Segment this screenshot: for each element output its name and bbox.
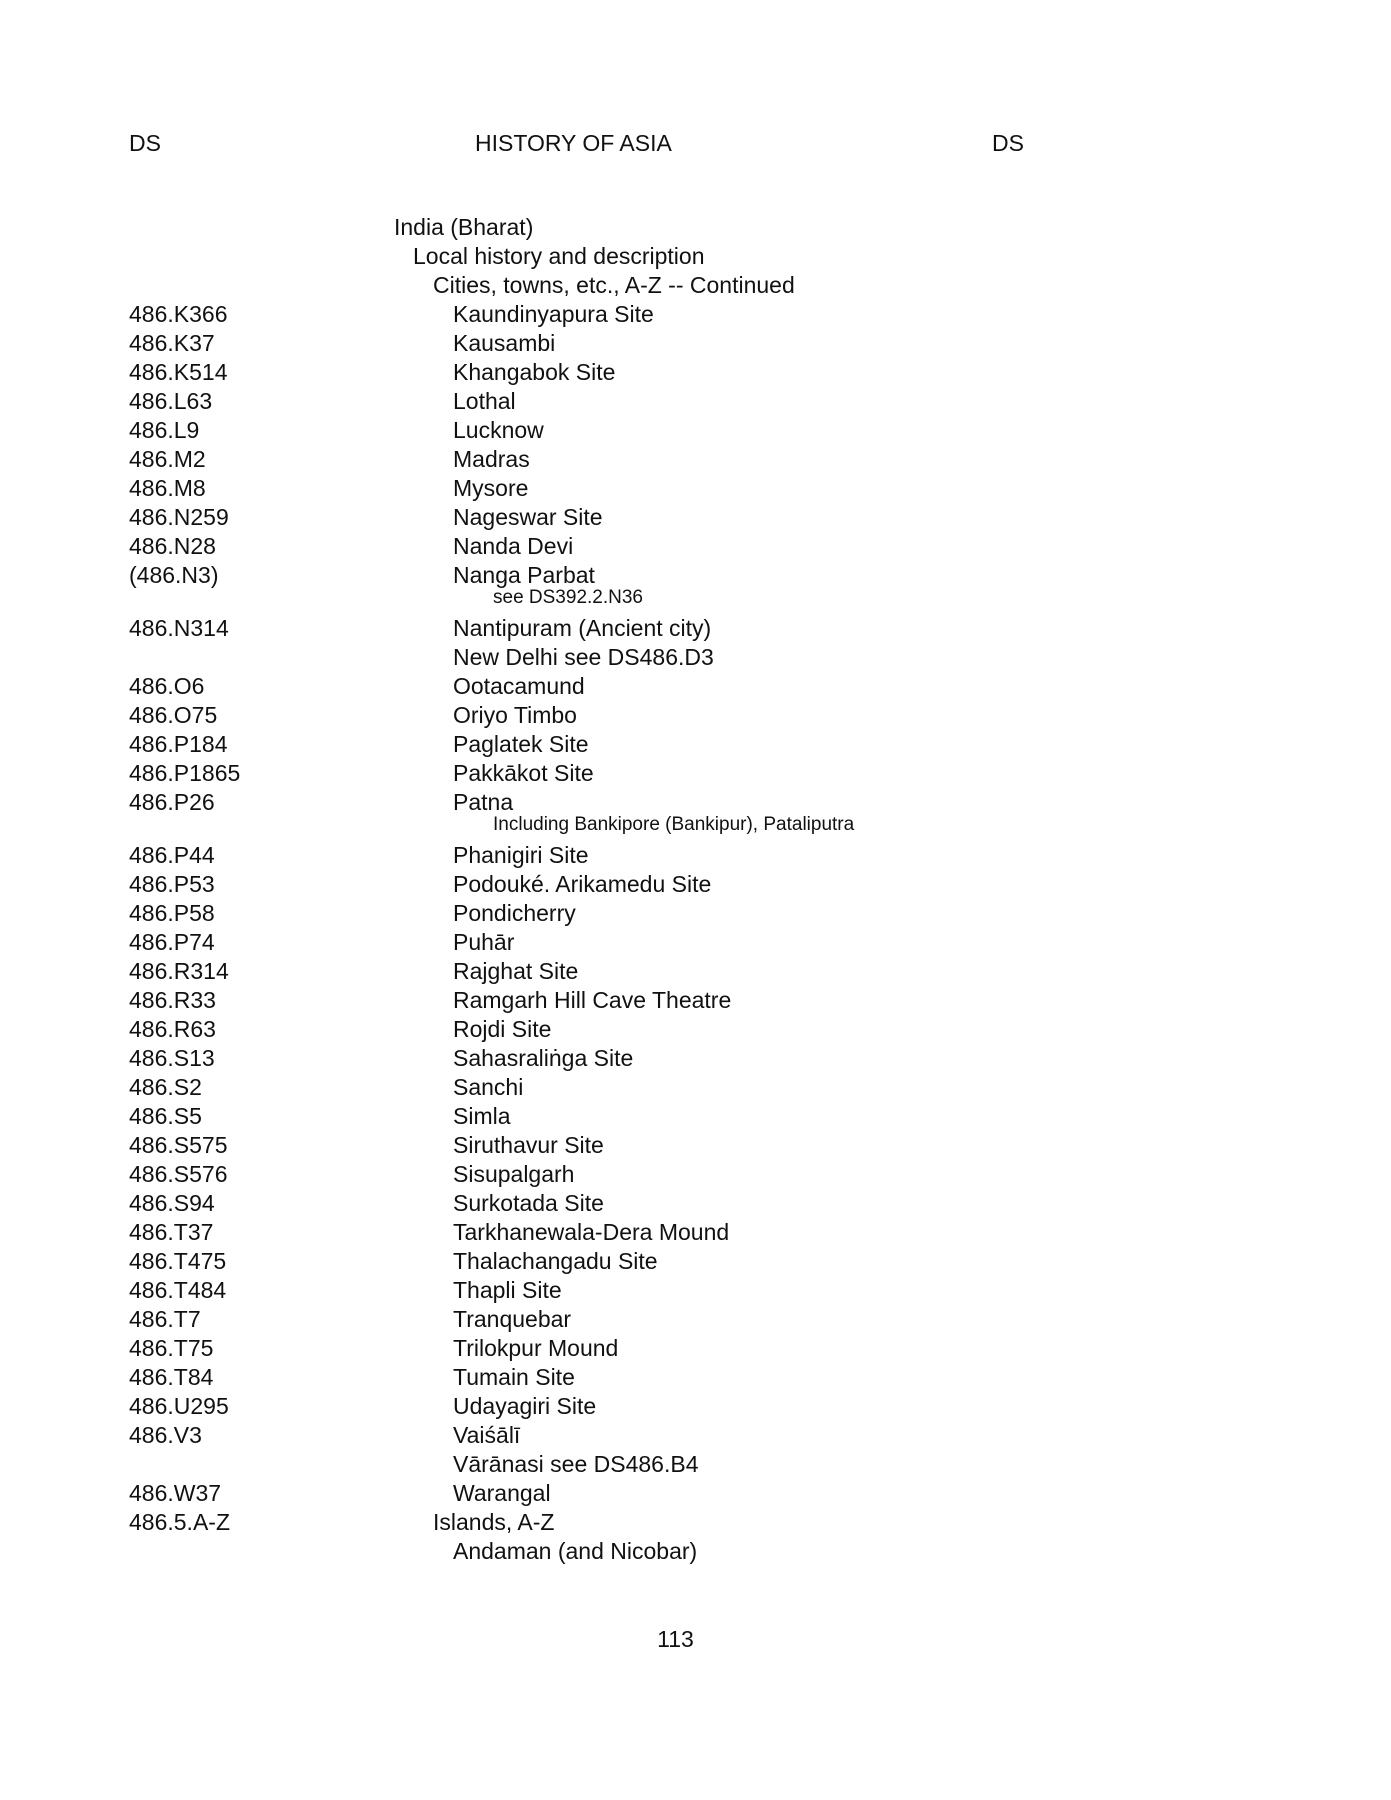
header-title: HISTORY OF ASIA — [475, 130, 672, 156]
entry-row — [0, 1450, 1391, 1479]
entry-row — [0, 1102, 1391, 1131]
entry-row — [0, 870, 1391, 899]
class-number: 486.N259 — [129, 504, 229, 530]
class-number: 486.S2 — [129, 1074, 202, 1100]
entry-caption: India (Bharat) — [394, 214, 534, 240]
class-number: 486.L9 — [129, 417, 200, 443]
entry-row — [0, 614, 1391, 643]
entry-caption: Vaiśālī — [453, 1422, 521, 1448]
class-number: 486.K366 — [129, 301, 228, 327]
class-number: 486.U295 — [129, 1393, 229, 1419]
class-number: 486.P1865 — [129, 760, 241, 786]
entry-row — [0, 329, 1391, 358]
entry-caption: Thalachangadu Site — [453, 1248, 658, 1274]
entry-caption: Udayagiri Site — [453, 1393, 597, 1419]
entry-caption: Lothal — [453, 388, 516, 414]
class-number: 486.N28 — [129, 533, 216, 559]
class-number: 486.K37 — [129, 330, 215, 356]
class-number: 486.P74 — [129, 929, 215, 955]
entry-caption: Ramgarh Hill Cave Theatre — [453, 987, 732, 1013]
entry-row — [0, 387, 1391, 416]
entry-caption: Oriyo Timbo — [453, 702, 577, 728]
entry-row — [0, 1276, 1391, 1305]
entry-caption: Pakkākot Site — [453, 760, 594, 786]
header-class-right: DS — [992, 130, 1024, 156]
entry-row — [0, 503, 1391, 532]
class-number: 486.O75 — [129, 702, 218, 728]
entry-caption: Podouké. Arikamedu Site — [453, 871, 712, 897]
entry-row — [0, 1334, 1391, 1363]
schedule-entries — [0, 213, 1391, 1566]
class-number: (486.N3) — [129, 562, 219, 588]
entry-caption: New Delhi see DS486.D3 — [453, 644, 714, 670]
entry-caption: Surkotada Site — [453, 1190, 604, 1216]
entry-caption: Nanda Devi — [453, 533, 574, 559]
entry-caption: Tarkhanewala-Dera Mound — [453, 1219, 730, 1245]
note-text: Including Bankipore (Bankipur), Pataliputra — [493, 814, 855, 835]
entry-row — [0, 1218, 1391, 1247]
entry-row — [0, 1479, 1391, 1508]
entry-row — [0, 928, 1391, 957]
entry-caption: Local history and description — [413, 243, 705, 269]
entry-row — [0, 788, 1391, 817]
entry-row — [0, 672, 1391, 701]
entry-caption: Kausambi — [453, 330, 556, 356]
entry-caption: Kaundinyapura Site — [453, 301, 654, 327]
class-number: 486.P184 — [129, 731, 228, 757]
class-number: 486.R314 — [129, 958, 229, 984]
entry-caption: Sahasraliṅga Site — [453, 1045, 634, 1071]
class-number: 486.T7 — [129, 1306, 201, 1332]
entry-caption: Nantipuram (Ancient city) — [453, 615, 712, 641]
entry-row — [0, 730, 1391, 759]
entry-caption: Mysore — [453, 475, 529, 501]
entry-caption: Madras — [453, 446, 530, 472]
entry-note — [0, 587, 1391, 612]
entry-caption: Trilokpur Mound — [453, 1335, 619, 1361]
page-number: 113 — [657, 1626, 694, 1652]
class-number: 486.L63 — [129, 388, 213, 414]
entry-row — [0, 1131, 1391, 1160]
entry-caption: Phanigiri Site — [453, 842, 589, 868]
class-number: 486.P58 — [129, 900, 215, 926]
entry-caption: Thapli Site — [453, 1277, 562, 1303]
entry-caption: Tumain Site — [453, 1364, 575, 1390]
note-text: see DS392.2.N36 — [493, 587, 643, 608]
class-number: 486.T75 — [129, 1335, 214, 1361]
entry-caption: Andaman (and Nicobar) — [453, 1538, 698, 1564]
entry-caption: Nageswar Site — [453, 504, 603, 530]
entry-row — [0, 1392, 1391, 1421]
entry-row — [0, 358, 1391, 387]
entry-row — [0, 532, 1391, 561]
entry-row — [0, 1508, 1391, 1537]
entry-row — [0, 1305, 1391, 1334]
entry-caption: Sisupalgarh — [453, 1161, 575, 1187]
entry-caption: Puhār — [453, 929, 515, 955]
entry-row — [0, 1073, 1391, 1102]
class-number: 486.W37 — [129, 1480, 222, 1506]
entry-caption: Patna — [453, 789, 514, 815]
entry-row — [0, 1537, 1391, 1566]
entry-row — [0, 416, 1391, 445]
class-number: 486.S13 — [129, 1045, 215, 1071]
class-number: 486.V3 — [129, 1422, 202, 1448]
entry-caption: Sanchi — [453, 1074, 524, 1100]
class-number: 486.S575 — [129, 1132, 228, 1158]
entry-row — [0, 899, 1391, 928]
entry-row — [0, 841, 1391, 870]
entry-caption: Ootacamund — [453, 673, 585, 699]
entry-row — [0, 1247, 1391, 1276]
entry-row — [0, 1189, 1391, 1218]
entry-row — [0, 213, 1391, 242]
entry-row — [0, 242, 1391, 271]
entry-row — [0, 271, 1391, 300]
header-class-left: DS — [129, 130, 161, 156]
entry-caption: Vārānasi see DS486.B4 — [453, 1451, 699, 1477]
class-number: 486.T37 — [129, 1219, 214, 1245]
class-number: 486.M8 — [129, 475, 206, 501]
entry-row — [0, 1015, 1391, 1044]
entry-caption: Rajghat Site — [453, 958, 579, 984]
entry-caption: Islands, A-Z — [433, 1509, 555, 1535]
entry-row — [0, 300, 1391, 329]
entry-caption: Cities, towns, etc., A-Z -- Continued — [433, 272, 795, 298]
class-number: 486.S576 — [129, 1161, 228, 1187]
entry-row — [0, 759, 1391, 788]
class-number: 486.S5 — [129, 1103, 202, 1129]
entry-row — [0, 1160, 1391, 1189]
class-number: 486.R33 — [129, 987, 216, 1013]
entry-caption: Tranquebar — [453, 1306, 572, 1332]
class-number: 486.O6 — [129, 673, 205, 699]
entry-caption: Pondicherry — [453, 900, 576, 926]
class-number: 486.T484 — [129, 1277, 227, 1303]
entry-caption: Khangabok Site — [453, 359, 616, 385]
entry-caption: Warangal — [453, 1480, 551, 1506]
class-number: 486.P53 — [129, 871, 215, 897]
entry-note — [0, 814, 1391, 839]
entry-row — [0, 445, 1391, 474]
class-number: 486.R63 — [129, 1016, 216, 1042]
class-number: 486.P44 — [129, 842, 215, 868]
entry-row — [0, 701, 1391, 730]
entry-caption: Siruthavur Site — [453, 1132, 604, 1158]
entry-caption: Simla — [453, 1103, 511, 1129]
class-number: 486.M2 — [129, 446, 206, 472]
class-number: 486.5.A-Z — [129, 1509, 230, 1535]
class-number: 486.T475 — [129, 1248, 227, 1274]
entry-caption: Lucknow — [453, 417, 544, 443]
class-number: 486.K514 — [129, 359, 228, 385]
entry-row — [0, 474, 1391, 503]
class-number: 486.T84 — [129, 1364, 214, 1390]
entry-row — [0, 1044, 1391, 1073]
entry-caption: Paglatek Site — [453, 731, 589, 757]
class-number: 486.S94 — [129, 1190, 215, 1216]
entry-row — [0, 643, 1391, 672]
entry-caption: Nanga Parbat — [453, 562, 595, 588]
entry-row — [0, 986, 1391, 1015]
class-number: 486.N314 — [129, 615, 229, 641]
class-number: 486.P26 — [129, 789, 215, 815]
entry-caption: Rojdi Site — [453, 1016, 552, 1042]
entry-row — [0, 1363, 1391, 1392]
entry-row — [0, 561, 1391, 590]
entry-row — [0, 957, 1391, 986]
entry-row — [0, 1421, 1391, 1450]
